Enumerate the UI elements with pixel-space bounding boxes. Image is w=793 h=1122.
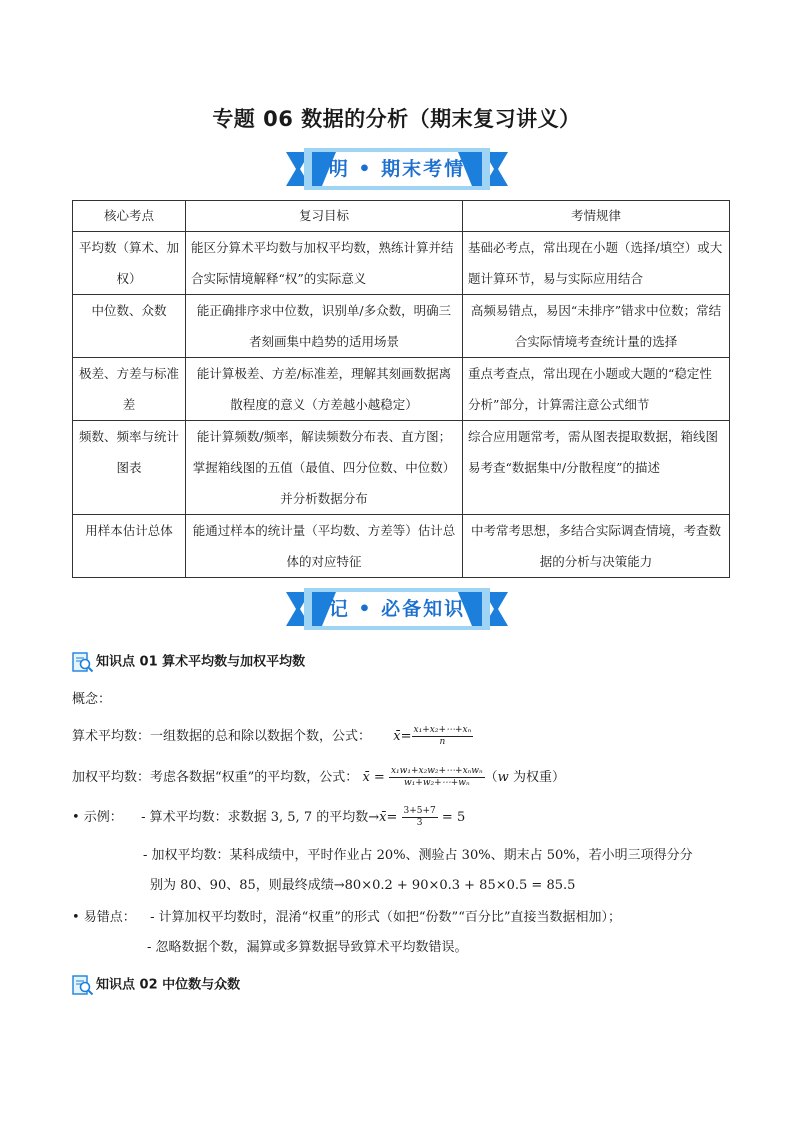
- concept-label: 概念：: [72, 692, 112, 707]
- table-cell-pattern: 高频易错点，易因“未排序”错求中位数；常结合实际情境考查统计量的选择: [463, 295, 730, 358]
- table-cell-goal: 能正确排序求中位数，识别单/多众数，明确三者刻画集中趋势的适用场景: [186, 295, 463, 358]
- note-open: （: [484, 770, 498, 785]
- banner-title: 明 • 期末考情: [328, 158, 466, 180]
- example2-line1: - 加权平均数：某科成绩中，平时作业占 20%、测验占 30%、期末占 50%，若小明三项得分分: [143, 848, 693, 863]
- table-cell-pattern: 综合应用题常考，需从图表提取数据，箱线图易考查“数据集中/分散程度”的描述: [463, 421, 730, 515]
- section-banner-knowledge: [286, 588, 508, 630]
- example2-line2: 别为 80、90、85，则最终成绩→80×0.2 + 90×0.3 + 85×0.5 = 85.5: [150, 878, 576, 893]
- formula-numerator: x₁w₁+x₂w₂+⋯+xₙwₙ: [390, 766, 483, 776]
- example1-text: - 算术平均数：求数据 3, 5, 7 的平均数→: [141, 810, 380, 825]
- table-row: [73, 515, 730, 578]
- xbar-symbol: x̄: [379, 810, 387, 825]
- fraction-numerator: 3+5+7: [403, 806, 436, 816]
- equals-sign: =: [386, 810, 398, 825]
- formula-denominator: n: [439, 737, 446, 747]
- table-row: [73, 358, 730, 421]
- arith-mean-definition: [72, 725, 473, 748]
- formula-denominator: w₁+w₂+⋯+wₙ: [404, 778, 470, 788]
- example-label: • 示例：: [72, 810, 123, 825]
- table-cell-goal: 能通过样本的统计量（平均数、方差等）估计总体的对应特征: [186, 515, 463, 578]
- table-cell-topic: 用样本估计总体: [73, 515, 186, 578]
- table-header-cell: 核心考点: [73, 201, 186, 232]
- table-cell-goal: 能计算极差、方差/标准差，理解其刻画数据离散程度的意义（方差越小越稳定）: [186, 358, 463, 421]
- equals-sign: =: [373, 770, 385, 785]
- formula-numerator: x₁+x₂+⋯+xₙ: [413, 725, 472, 735]
- exam-overview-table: [72, 200, 730, 578]
- fraction-denominator: 3: [416, 818, 423, 828]
- table-header-row: [73, 201, 730, 232]
- knowledge-point-label: 知识点 01 算术平均数与加权平均数: [96, 654, 306, 670]
- magnifier-icon: [72, 651, 94, 673]
- equals-sign: =: [400, 729, 412, 744]
- example1-fraction: [402, 806, 438, 829]
- error-item-2: - 忽略数据个数，漏算或多算数据导致算术平均数错误。: [147, 940, 468, 955]
- error-label: • 易错点：: [72, 910, 136, 925]
- weight-symbol: w: [497, 770, 509, 785]
- arith-mean-text: 算术平均数：一组数据的总和除以数据个数，公式：: [72, 729, 372, 744]
- knowledge-point-label: 知识点 02 中位数与众数: [96, 977, 241, 993]
- table-cell-topic: 平均数（算术、加权）: [73, 232, 186, 295]
- table-cell-pattern: 重点考查点，常出现在小题或大题的“稳定性分析”部分，计算需注意公式细节: [463, 358, 730, 421]
- table-cell-goal: 能计算频数/频率，解读频数分布表、直方图；掌握箱线图的五值（最值、四分位数、中位数）并分析数据分布: [186, 421, 463, 515]
- page-title: 专题 06 数据的分析（期末复习讲义）: [212, 107, 581, 131]
- table-cell-pattern: 中考常考思想，多结合实际调查情境，考查数据的分析与决策能力: [463, 515, 730, 578]
- error-item-1: - 计算加权平均数时，混淆“权重”的形式（如把“份数”“百分比”直接当数据相加）；: [150, 910, 621, 925]
- table-row: [73, 295, 730, 358]
- table-header-cell: 复习目标: [186, 201, 463, 232]
- table-cell-topic: 中位数、众数: [73, 295, 186, 358]
- error-points: [72, 908, 621, 928]
- example-arith: [72, 806, 465, 829]
- knowledge-point-heading: [72, 651, 305, 673]
- weighted-mean-text: 加权平均数：考虑各数据“权重”的平均数，公式：: [72, 770, 359, 785]
- table-cell-topic: 极差、方差与标准差: [73, 358, 186, 421]
- banner-title: 记 • 必备知识: [328, 598, 466, 620]
- section-banner-exam-trends: [286, 148, 508, 190]
- table-row: [73, 421, 730, 515]
- note-close: 为权重）: [508, 770, 565, 785]
- table-header-cell: 考情规律: [463, 201, 730, 232]
- example1-result: = 5: [441, 810, 466, 825]
- arith-mean-formula: [412, 725, 474, 748]
- xbar-symbol: x̄: [393, 729, 401, 744]
- xbar-symbol: x̄: [362, 770, 370, 785]
- table-row: [73, 232, 730, 295]
- table-cell-topic: 频数、频率与统计图表: [73, 421, 186, 515]
- table-cell-pattern: 基础必考点，常出现在小题（选择/填空）或大题计算环节，易与实际应用结合: [463, 232, 730, 295]
- weighted-mean-definition: [72, 766, 565, 789]
- weighted-mean-formula: [389, 766, 485, 789]
- magnifier-icon: [72, 974, 94, 996]
- knowledge-point-heading: [72, 974, 240, 996]
- table-cell-goal: 能区分算术平均数与加权平均数，熟练计算并结合实际情境解释“权”的实际意义: [186, 232, 463, 295]
